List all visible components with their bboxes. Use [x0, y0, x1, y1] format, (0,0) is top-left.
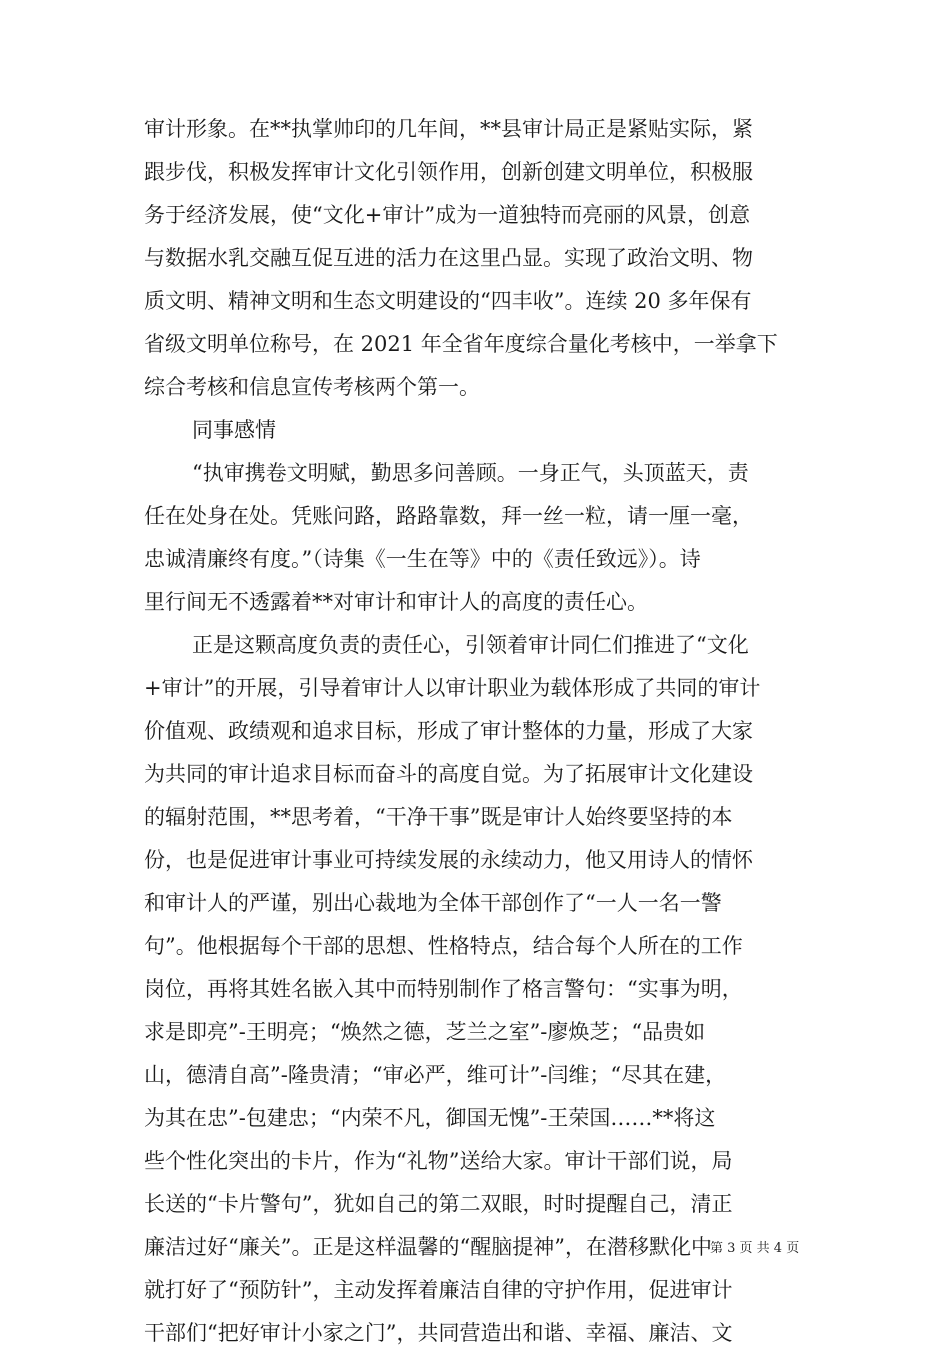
text-line: 价值观、政绩观和追求目标，形成了审计整体的力量，形成了大家 — [144, 719, 753, 743]
text-line: 求是即亮”-王明亮；“焕然之德，芝兰之室”-廖焕芝；“品贵如 — [144, 1020, 706, 1044]
text-line: 些个性化突出的卡片，作为“礼物”送给大家。审计干部们说，局 — [144, 1149, 733, 1173]
text-line: 为其在忠”-包建忠；“内荣不凡，御国无愧”-王荣国……**将这 — [144, 1106, 716, 1130]
text-line: 综合考核和信息宣传考核两个第一。 — [144, 375, 480, 399]
text-line: 任在处身在处。凭账问路，路路靠数，拜一丝一粒，请一厘一毫， — [144, 504, 753, 528]
text-line: 的辐射范围，**思考着，“干净干事”既是审计人始终要坚持的本 — [144, 805, 733, 829]
text-line: 和审计人的严谨，别出心裁地为全体干部创作了“一人一名一警 — [144, 891, 722, 915]
text-line: 正是这颗高度负责的责任心，引领着审计同仁们推进了“文化 — [192, 633, 749, 657]
text-line: 与数据水乳交融互促互进的活力在这里凸显。实现了政治文明、物 — [144, 246, 753, 270]
text-line: 质文明、精神文明和生态文明建设的“四丰收”。连续 20 多年保有 — [144, 289, 752, 313]
paragraph-1 — [144, 108, 834, 409]
text-line: 省级文明单位称号，在 2021 年全省年度综合量化考核中，一举拿下 — [144, 332, 778, 356]
text-line: 务于经济发展，使“文化+审计”成为一道独特而亮丽的风景，创意 — [144, 203, 751, 227]
text-line: 就打好了“预防针”，主动发挥着廉洁自律的守护作用，促进审计 — [144, 1278, 733, 1302]
paragraph-2 — [144, 452, 834, 624]
page-number-footer: 第 3 页 共 4 页 — [710, 1241, 800, 1256]
text-line: 跟步伐，积极发挥审计文化引领作用，创新创建文明单位，积极服 — [144, 160, 753, 184]
text-line: 廉洁过好“廉关”。正是这样温馨的“醒脑提神”，在潜移默化中 — [144, 1235, 712, 1259]
text-line: 份，也是促进审计事业可持续发展的永续动力，他又用诗人的情怀 — [144, 848, 753, 872]
text-line: “执审携卷文明赋，勤思多问善顾。一身正气，头顶蓝天，责 — [192, 461, 749, 485]
text-line: 干部们“把好审计小家之门”，共同营造出和谐、幸福、廉洁、文 — [144, 1321, 733, 1345]
document-body — [144, 108, 834, 1355]
text-line: 岗位，再将其姓名嵌入其中而特别制作了格言警句：“实事为明， — [144, 977, 743, 1001]
text-line: 里行间无不透露着**对审计和审计人的高度的责任心。 — [144, 590, 648, 614]
text-line: 句”。他根据每个干部的思想、性格特点，结合每个人所在的工作 — [144, 934, 743, 958]
section-heading: 同事感情 — [192, 418, 276, 442]
text-line: 忠诚清廉终有度。”（诗集《一生在等》中的《责任致远》）。诗 — [144, 547, 701, 571]
text-line: 审计形象。在**执掌帅印的几年间，**县审计局正是紧贴实际，紧 — [144, 117, 753, 141]
text-line: 山，德清自高”-隆贵清；“审必严，维可计”-闫维；“尽其在建， — [144, 1063, 727, 1087]
text-line: 长送的“卡片警句”，犹如自己的第二双眼，时时提醒自己，清正 — [144, 1192, 733, 1216]
text-line: +审计”的开展，引导着审计人以审计职业为载体形成了共同的审计 — [144, 676, 761, 700]
text-line: 为共同的审计追求目标而奋斗的高度自觉。为了拓展审计文化建设 — [144, 762, 753, 786]
